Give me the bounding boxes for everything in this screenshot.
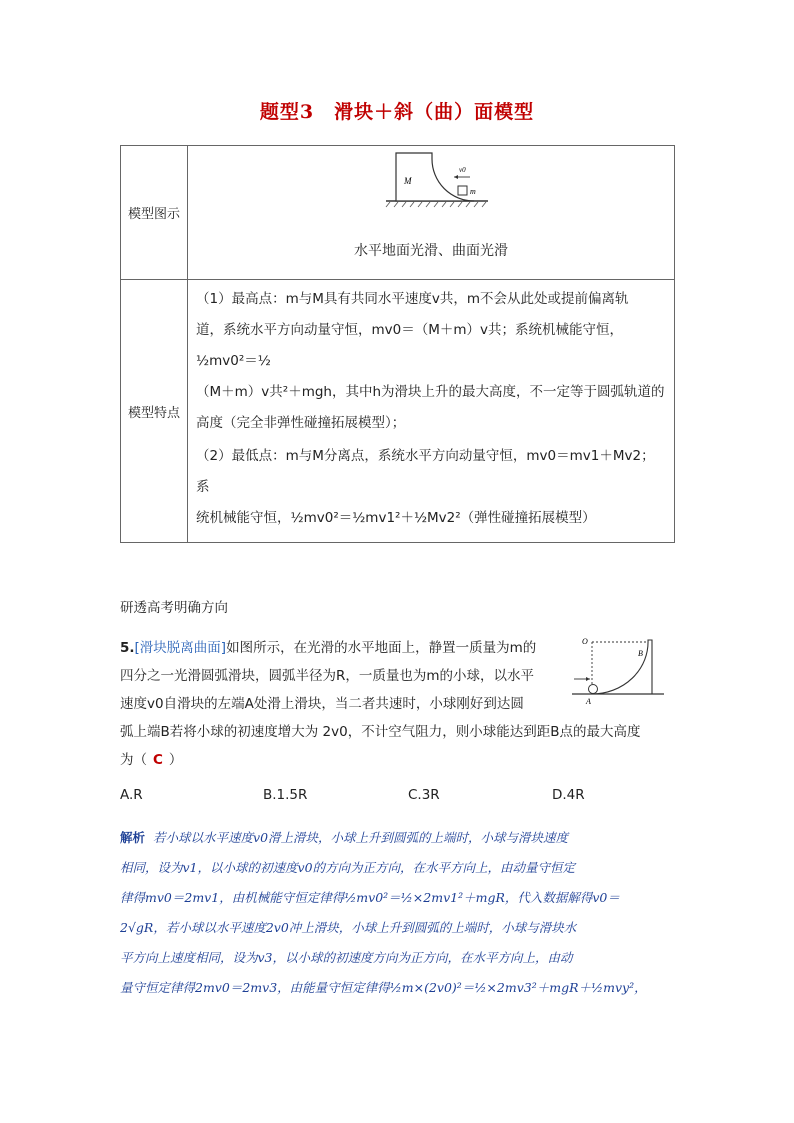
solution-line: 2√gR，若小球以水平速度2v0冲上滑块，小球上升到圆弧的上端时，小球与滑块水 <box>120 920 577 935</box>
question-number: 5. <box>120 640 135 656</box>
question-line-4: 弧上端B若将小球的初速度增大为 2v0，不计空气阻力，则小球能达到距B点的最大高度 <box>120 724 641 740</box>
table-row-features <box>121 280 675 543</box>
answer-letter: C <box>153 752 163 768</box>
feature-1 <box>196 284 666 439</box>
question-tag[interactable]: [滑块脱离曲面] <box>134 640 227 656</box>
velocity-arrowhead <box>454 175 458 179</box>
small-block-m <box>458 186 467 195</box>
feature-1-line: 道，系统水平方向动量守恒，mv0＝（M＋m）v共；系统机械能守恒，½mv0²＝½ <box>196 322 624 369</box>
ball-velocity-arrowhead <box>586 677 590 681</box>
solution-line: 量守恒定律得2mv0＝2mv3，由能量守恒定律得½m×(2v0)²＝½×2mv3²＋mgR＋½mvy²， <box>120 980 647 995</box>
model-table <box>120 145 675 543</box>
table-row-diagram <box>121 146 675 280</box>
option-c[interactable]: C.3R <box>408 787 440 803</box>
diagram-cell <box>188 146 675 280</box>
row-label-features: 模型特点 <box>121 280 188 543</box>
feature-2-line: （2）最低点：m与M分离点，系统水平方向动量守恒，mv0＝mv1＋Mv2；系 <box>196 448 655 495</box>
question-line-1: 如图所示，在光滑的水平地面上，静置一质量为m的 <box>226 640 537 656</box>
solution <box>120 823 655 1003</box>
solution-line: 律得mv0＝2mv1，由机械能守恒定律得½mv0²＝½×2mv1²＋mgR，代入数据解得v0＝ <box>120 890 620 905</box>
label-v0: v0 <box>459 166 466 174</box>
solution-line: 若小球以水平速度v0滑上滑块，小球上升到圆弧的上端时，小球与滑块速度 <box>153 830 569 845</box>
feature-2 <box>196 441 666 534</box>
quarter-arc-block <box>592 640 652 694</box>
solution-line: 平方向上速度相同，设为v3，以小球的初速度方向为正方向，在水平方向上，由动 <box>120 950 573 965</box>
label-B: B <box>638 649 643 658</box>
option-a[interactable]: A.R <box>120 787 143 803</box>
label-O: O <box>582 637 588 646</box>
solution-line: 相同，设为v1，以小球的初速度v0的方向为正方向，在水平方向上，由动量守恒定 <box>120 860 576 875</box>
option-d[interactable]: D.4R <box>552 787 585 803</box>
solution-label: 解析 <box>120 830 146 845</box>
question-line-2: 四分之一光滑圆弧滑块，圆弧半径为R，一质量也为m的小球，以水平 <box>120 668 535 684</box>
row-label-diagram: 模型图示 <box>121 146 188 280</box>
model-diagram <box>384 150 490 212</box>
section-heading: 研透高考明确方向 <box>120 600 228 616</box>
label-m: m <box>470 187 476 196</box>
question-end-prefix: 为（ <box>120 752 147 768</box>
features-cell <box>188 280 675 543</box>
feature-1-line: （M＋m）v共²＋mgh，其中h为滑块上升的最大高度，不一定等于圆弧轨道的 <box>196 384 665 400</box>
figure-caption: 水平地面光滑、曲面光滑 <box>354 243 508 259</box>
question-end-suffix: ） <box>168 752 183 768</box>
feature-2-line: 统机械能守恒，½mv0²＝½mv1²＋½Mv2²（弹性碰撞拓展模型） <box>196 510 596 526</box>
question-line-3: 速度v0自滑块的左端A处滑上滑块，当二者共速时，小球刚好到达圆 <box>120 696 524 712</box>
question-stem-rest <box>120 690 670 774</box>
page-title: 题型3 滑块＋斜（曲）面模型 <box>259 101 535 123</box>
feature-1-line: 高度（完全非弹性碰撞拓展模型）； <box>196 415 406 431</box>
label-M: M <box>404 176 412 186</box>
ground-hatch <box>386 202 486 207</box>
option-b[interactable]: B.1.5R <box>263 787 308 803</box>
feature-1-line: （1）最高点：m与M具有共同水平速度v共，m不会从此处或提前偏离轨 <box>196 291 629 307</box>
label-A: A <box>586 697 591 706</box>
question-stem-top <box>120 634 560 690</box>
